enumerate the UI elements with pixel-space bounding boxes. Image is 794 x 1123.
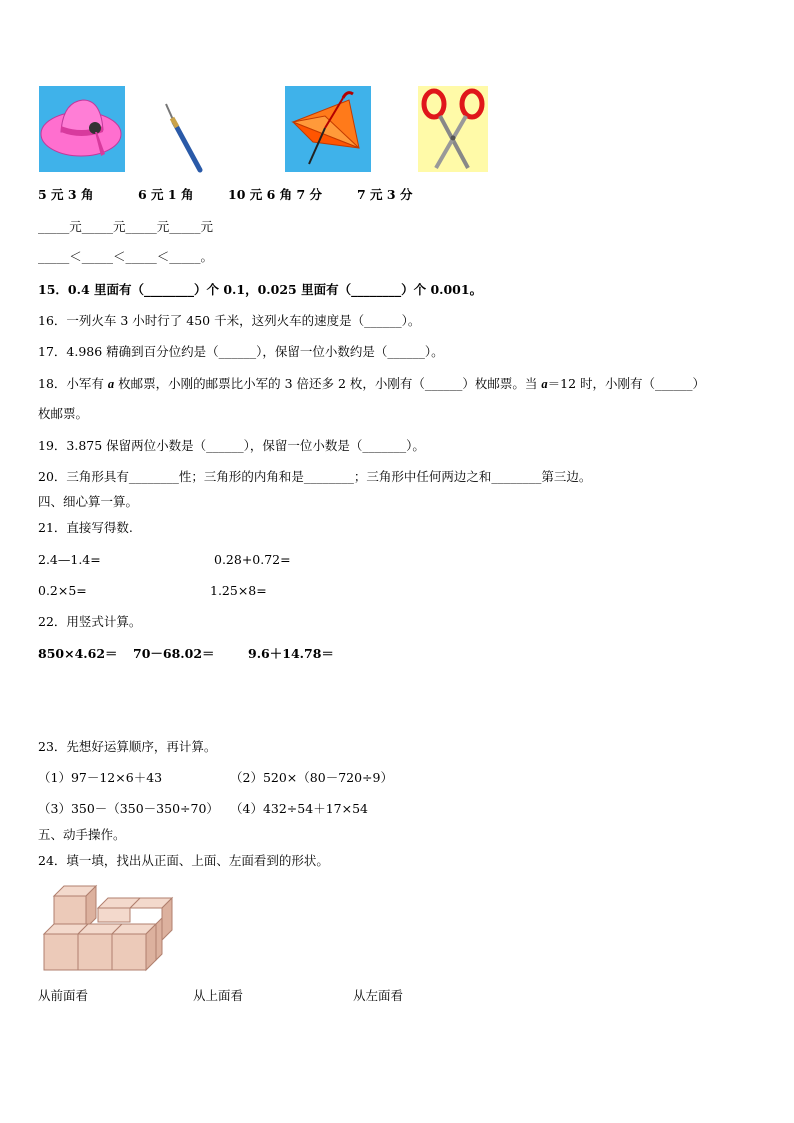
view-label-front: 从前面看: [38, 988, 89, 1003]
price-label-umbrella: 10 元 6 角 7 分: [228, 187, 323, 202]
q23-item-3: （3）350－（350－350÷70）: [38, 801, 219, 816]
yuan-blanks: _____元_____元_____元_____元: [38, 219, 214, 234]
q18-part1: 18．小军有: [38, 376, 108, 391]
question-15: 15．0.4 里面有（________）个 0.1，0.025 里面有（________）个 0.001。: [38, 282, 483, 297]
section-5-heading: 五、动手操作。: [38, 827, 126, 842]
question-18-line2: 枚邮票。: [38, 406, 89, 421]
umbrella-picture: [285, 86, 371, 172]
price-label-pen: 6 元 1 角: [138, 187, 194, 202]
question-20: 20．三角形具有________性；三角形的内角和是________；三角形中任何两边之和________第三边。: [38, 469, 592, 484]
price-label-hat: 5 元 3 角: [38, 187, 94, 202]
hat-icon: [39, 86, 125, 172]
umbrella-icon: [285, 86, 371, 172]
q22-item-3: 9.6＋14.78＝: [248, 646, 334, 661]
scissors-icon: [418, 86, 488, 172]
question-17: 17．4.986 精确到百分位约是（______），保留一位小数约是（______）。: [38, 344, 444, 359]
q21-item-4: 1.25×8=: [210, 583, 267, 598]
price-label-scissors: 7 元 3 分: [357, 187, 413, 202]
section-4-heading: 四、细心算一算。: [38, 494, 139, 509]
q21-item-3: 0.2×5=: [38, 583, 87, 598]
question-16: 16．一列火车 3 小时行了 450 千米，这列火车的速度是（______）。: [38, 313, 421, 328]
q23-item-4: （4）432÷54＋17×54: [230, 801, 368, 816]
question-21: 21．直接写得数.: [38, 520, 133, 535]
order-blanks: _____＜_____＜_____＜_____。: [38, 249, 214, 264]
q21-item-2: 0.28+0.72=: [214, 552, 291, 567]
question-18: [38, 376, 705, 392]
cube-figure: [40, 882, 174, 974]
q18-var1: a: [107, 377, 115, 391]
q18-var2: a: [541, 377, 548, 391]
view-label-top: 从上面看: [193, 988, 244, 1003]
q18-part2: 枚邮票，小刚的邮票比小军的 3 倍还多 2 枚，小刚有（______）枚邮票。当: [114, 376, 542, 391]
q23-item-1: （1）97－12×6＋43: [38, 770, 163, 785]
question-23: 23．先想好运算顺序，再计算。: [38, 739, 217, 754]
view-label-left: 从左面看: [353, 988, 404, 1003]
q22-item-2: 70－68.02＝: [133, 646, 215, 661]
scissors-picture: [418, 86, 488, 172]
hat-picture: [39, 86, 125, 172]
q23-item-2: （2）520×（80－720÷9）: [230, 770, 393, 785]
question-24: 24．填一填，找出从正面、上面、左面看到的形状。: [38, 853, 329, 868]
question-22: 22．用竖式计算。: [38, 614, 142, 629]
pen-icon: [160, 100, 206, 174]
pen-picture: [160, 100, 206, 174]
q21-item-1: 2.4—1.4=: [38, 552, 101, 567]
q22-item-1: 850×4.62＝: [38, 646, 118, 661]
cubes-diagram: [40, 882, 174, 974]
q18-part3: ＝12 时，小刚有（______）: [547, 376, 706, 391]
question-19: 19．3.875 保留两位小数是（______），保留一位小数是（_______）。: [38, 438, 425, 453]
